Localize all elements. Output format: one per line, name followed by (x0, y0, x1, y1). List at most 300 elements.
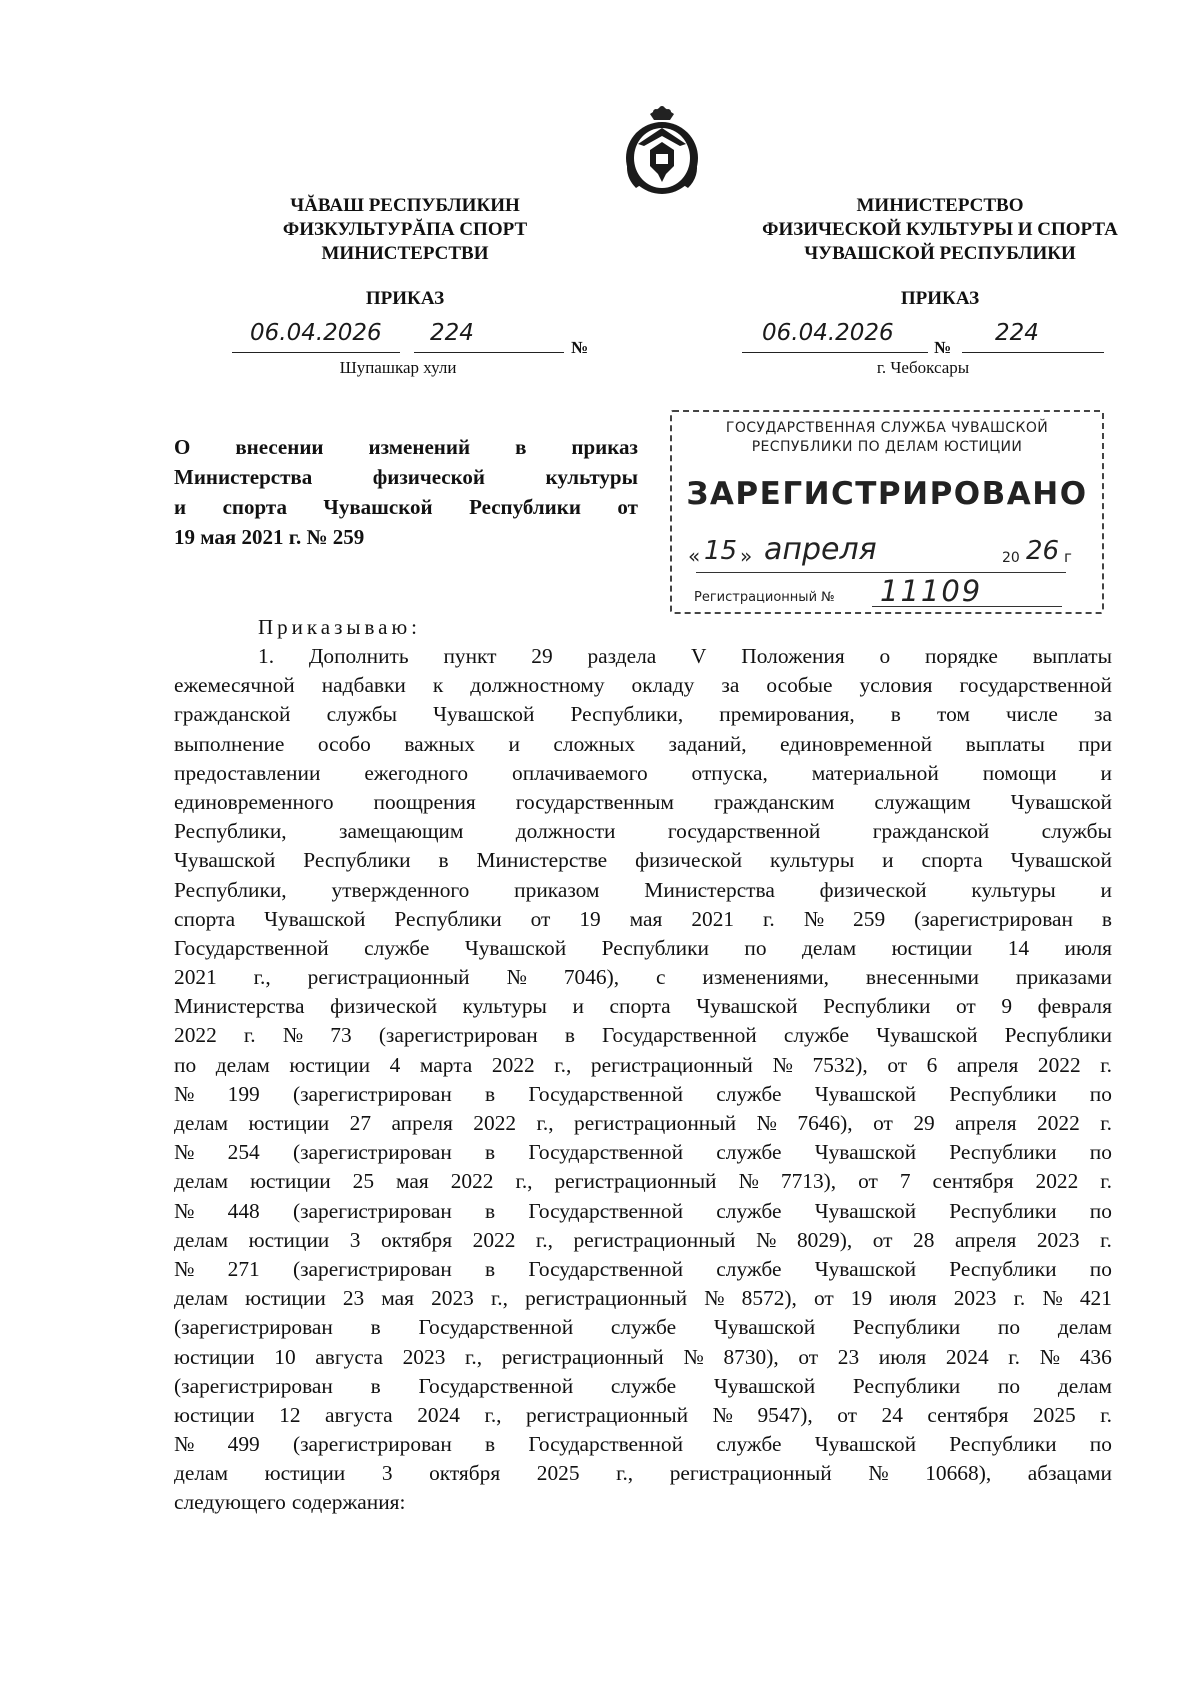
body-word: от (887, 1052, 908, 1077)
body-word: 19 (850, 1286, 873, 1311)
body-word: 436 (1079, 1344, 1112, 1369)
body-word: Республики (949, 1256, 1057, 1281)
body-word: порядке (924, 644, 998, 668)
body-word: Чувашской (433, 702, 535, 727)
body-word: Республики (852, 1315, 961, 1340)
body-word: числе (1006, 702, 1058, 727)
body-word: юстиции (248, 1227, 330, 1252)
body-word: Чувашской (814, 1198, 917, 1223)
body-word: гражданской (872, 819, 990, 844)
body-word: г. (1100, 1227, 1112, 1252)
body-word: 7713), (780, 1169, 837, 1194)
date-underline-right (742, 352, 928, 353)
body-line (174, 700, 1112, 729)
body-line (174, 759, 1112, 788)
body-word: 421 (1079, 1286, 1112, 1311)
body-word: приказами (1015, 965, 1112, 990)
stamp-status: ЗАРЕГИСТРИРОВАНО (686, 476, 1088, 512)
body-word: делам (1057, 1315, 1112, 1340)
chuvash-emblem-icon (620, 104, 704, 196)
body-word: службе (783, 1023, 850, 1048)
title-word: в (515, 435, 527, 459)
body-word: 448 (227, 1198, 260, 1223)
body-word: апреля (954, 1227, 1017, 1252)
body-word: помощи (982, 760, 1057, 785)
body-word: июля (1064, 935, 1112, 960)
number-underline-right (962, 352, 1104, 353)
body-word: по (997, 1315, 1021, 1340)
body-word: пункт (443, 644, 497, 668)
body-word: г. (1100, 1169, 1112, 1194)
body-word: V (691, 644, 707, 668)
stamp-year-suffix: 26 (1026, 536, 1060, 566)
body-word: 73 (330, 1023, 352, 1048)
body-word: г., (490, 1286, 508, 1311)
registration-stamp (670, 410, 1104, 614)
body-word: Республики, (174, 877, 287, 902)
body-word: содержания: (291, 1490, 406, 1515)
body-word: (зарегистрирован (174, 1315, 333, 1340)
body-word: № (712, 1402, 733, 1427)
body-word: 23 (342, 1286, 365, 1311)
body-word: № (683, 1344, 704, 1369)
body-word: 259 (853, 906, 886, 931)
body-word: выполнение (174, 731, 285, 756)
body-word: 8029), (796, 1227, 853, 1252)
body-word: в (485, 1081, 496, 1106)
body-word: от (813, 1286, 834, 1311)
body-line (174, 1167, 1112, 1196)
body-word: 2021 (174, 965, 217, 990)
body-line (174, 642, 1112, 671)
header-left-line-1: ЧĂВАШ РЕСПУБЛИКИН (290, 195, 520, 216)
body-word: в (485, 1432, 496, 1457)
title-word: внесении (235, 435, 324, 459)
body-word: от (955, 994, 976, 1019)
body-word: культуры (462, 994, 547, 1019)
body-word: 2023 (431, 1286, 474, 1311)
body-word: юстиции (250, 1169, 331, 1194)
body-word: регистрационный (526, 1402, 689, 1427)
body-line (174, 817, 1112, 846)
header-right-line-1: МИНИСТЕРСТВО (856, 195, 1024, 216)
body-word: 2022 (491, 1052, 535, 1077)
body-word: Республики (852, 1373, 961, 1398)
title-word: 19 мая 2021 г. № 259 (174, 525, 365, 549)
body-word: выплаты (965, 731, 1045, 756)
body-word: делам (174, 1169, 229, 1194)
body-word: Государственной (174, 935, 329, 960)
body-word: физической (819, 877, 927, 902)
body-line (174, 1138, 1112, 1167)
body-word: по (1089, 1256, 1112, 1281)
body-word: г. (1100, 1111, 1112, 1135)
body-word: 2023 (1036, 1227, 1080, 1252)
body-word: в (1101, 906, 1112, 931)
body-word: г., (536, 1111, 554, 1135)
title-word: культуры (545, 465, 638, 489)
body-word: надбавки (321, 673, 406, 698)
stamp-month: апреля (764, 532, 877, 567)
body-word: Чувашской (814, 1432, 917, 1457)
city-right: г. Чебоксары (876, 358, 970, 377)
body-word: 9547), (757, 1402, 813, 1427)
body-word: (зарегистрирован (292, 1198, 452, 1223)
body-word: Государственной (528, 1140, 684, 1165)
body-word: юстиции (174, 1344, 255, 1369)
body-word: г. (1100, 1052, 1112, 1077)
body-word: приказом (514, 877, 600, 902)
body-word: 8730), (723, 1344, 779, 1369)
order-body (174, 642, 1112, 1518)
body-word: службе (716, 1081, 782, 1106)
body-word: Республики (823, 994, 931, 1019)
body-word: (зарегистрирован (292, 1081, 452, 1106)
body-word: от (872, 1227, 893, 1252)
body-word: делам (174, 1111, 229, 1135)
body-word: по (1089, 1198, 1112, 1223)
body-word: службе (610, 1373, 677, 1398)
body-word: замещающим (339, 819, 464, 844)
body-word: поощрения (373, 789, 476, 814)
body-word: № (868, 1461, 889, 1486)
body-line (174, 730, 1112, 759)
body-line (174, 1284, 1112, 1313)
body-word: юстиции (245, 1286, 326, 1311)
body-word: следующего (174, 1490, 286, 1515)
body-word: гражданским (713, 789, 835, 814)
body-word: спорта (921, 848, 983, 873)
title-line (174, 432, 638, 462)
body-word: должностному (470, 673, 605, 698)
body-line (174, 992, 1112, 1021)
body-word: № (756, 1111, 777, 1135)
stamp-year-prefix: 20 (1002, 550, 1020, 566)
body-word: спорта (174, 906, 236, 931)
body-word: в (370, 1315, 381, 1340)
body-word: предоставлении (174, 760, 321, 785)
body-word: службы (1041, 819, 1112, 844)
body-word: по (1089, 1140, 1112, 1165)
body-word: 7532), (812, 1052, 868, 1077)
body-line (174, 1401, 1112, 1430)
body-word: г. (763, 906, 775, 931)
body-line (174, 1109, 1112, 1138)
body-word: физической (635, 848, 743, 873)
body-word: 2023 (402, 1344, 446, 1369)
body-word: № (1039, 1344, 1061, 1369)
body-word: по (1089, 1432, 1112, 1457)
body-word: (зарегистрирован (292, 1140, 452, 1165)
body-word: № (174, 1081, 195, 1106)
body-word: Чувашской (814, 1140, 917, 1165)
body-word: юстиции (264, 1461, 346, 1486)
body-word: службе (716, 1198, 782, 1223)
body-word: утвержденного (331, 877, 470, 902)
title-line (174, 522, 638, 552)
body-word: Чувашской (174, 848, 276, 873)
body-word: 2022 (1035, 1169, 1079, 1194)
body-word: февраля (1037, 994, 1112, 1019)
body-word: в (485, 1256, 496, 1281)
body-word: условия (859, 673, 933, 698)
body-word: Государственной (418, 1373, 574, 1398)
body-word: от (873, 1111, 893, 1135)
body-word: регистрационный (590, 1052, 753, 1077)
body-word: службе (716, 1140, 782, 1165)
body-word: регистрационный (574, 1111, 737, 1135)
body-word: спорта (609, 994, 671, 1019)
body-word: внесенными (865, 965, 979, 990)
body-word: окладу (631, 673, 695, 698)
body-word: изменениями, (702, 965, 830, 990)
body-word: за (721, 673, 740, 698)
body-word: должности (515, 819, 616, 844)
body-word: № (738, 1169, 759, 1194)
header-right-line-3: ЧУВАШСКОЙ РЕСПУБЛИКИ (804, 243, 1076, 264)
body-word: г. (1008, 1344, 1020, 1369)
body-word: г., (554, 1052, 572, 1077)
body-word: регистрационный (573, 1227, 736, 1252)
body-word: (зарегистрирован (378, 1023, 538, 1048)
title-line (174, 492, 638, 522)
body-word: 23 (837, 1344, 860, 1369)
order-number-right: 224 (995, 320, 1039, 346)
body-word: к (432, 673, 444, 698)
body-word: от (798, 1344, 819, 1369)
body-line (174, 1430, 1112, 1459)
body-word: 7046), (563, 965, 620, 990)
body-word: сентября (932, 1169, 1014, 1194)
body-word: 2022 (473, 1111, 517, 1135)
stamp-reg-number: 11109 (880, 574, 983, 608)
body-word: № (174, 1432, 195, 1457)
header-russian-name (720, 194, 1160, 266)
body-word: (зарегистрирован (292, 1432, 452, 1457)
body-word: Дополнить (308, 644, 409, 668)
body-word: особые (766, 673, 833, 698)
body-word: физической (330, 994, 438, 1019)
body-word: Республики (949, 1140, 1057, 1165)
body-word: ежемесячной (174, 673, 295, 698)
body-word: о (879, 644, 891, 668)
body-word: регистрационный (554, 1169, 717, 1194)
body-word: № (174, 1140, 195, 1165)
body-word: сложных (553, 731, 636, 756)
body-word: в (564, 1023, 575, 1048)
body-word: апреля (391, 1111, 453, 1135)
body-word: июля (878, 1344, 927, 1369)
body-word: 2022 (1037, 1111, 1080, 1135)
body-word: октября (380, 1227, 453, 1252)
body-word: единовременной (780, 731, 933, 756)
body-word: Чувашской (464, 935, 567, 960)
body-word: 2024 (945, 1344, 989, 1369)
body-word: № (282, 1023, 304, 1048)
body-word: 3 (381, 1461, 393, 1486)
body-word: Чувашской (814, 1081, 917, 1106)
body-word: 27 (349, 1111, 372, 1135)
body-word: службы (326, 702, 397, 727)
body-line (174, 671, 1112, 700)
body-word: 1. (258, 644, 275, 668)
prikaz-heading-left: ПРИКАЗ (365, 288, 445, 309)
body-word: апреля (956, 1052, 1019, 1077)
body-word: государственной (667, 819, 821, 844)
title-word: от (617, 495, 638, 519)
ordering-word: Приказываю: (258, 615, 421, 639)
body-word: Чувашской (876, 1023, 978, 1048)
body-word: № (772, 1052, 793, 1077)
stamp-reg-underline (872, 606, 1062, 607)
body-word: Республики, (174, 819, 287, 844)
body-word: 2021 (691, 906, 735, 931)
body-word: Чувашской (1010, 848, 1112, 873)
body-line (174, 846, 1112, 875)
body-word: от (837, 1402, 857, 1427)
body-word: № (803, 906, 825, 931)
body-line (174, 1313, 1112, 1342)
body-word: делам (802, 935, 857, 960)
body-word: 4 (389, 1052, 401, 1077)
body-word: марта (419, 1052, 473, 1077)
body-word: 6 (926, 1052, 938, 1077)
body-word: 10 (274, 1344, 296, 1369)
body-word: при (1078, 731, 1112, 756)
city-left: Шупашкар хули (339, 358, 457, 377)
body-word: 29 (913, 1111, 935, 1135)
body-word: за (1094, 702, 1112, 727)
body-word: ежегодного (364, 760, 469, 785)
title-word: Республики (469, 495, 581, 519)
body-word: г. (1013, 1286, 1026, 1311)
body-word: делам (215, 1052, 270, 1077)
body-word: Чувашской (814, 1256, 917, 1281)
body-word: 7 (899, 1169, 911, 1194)
date-underline-left (232, 352, 400, 353)
title-line (174, 462, 638, 492)
body-word: по (1089, 1081, 1112, 1106)
body-word: Положения (741, 644, 845, 668)
body-word: 2025 (1032, 1402, 1076, 1427)
body-word: мая (629, 906, 663, 931)
body-word: № (174, 1256, 195, 1281)
stamp-quote-close: » (740, 544, 753, 568)
body-word: 2023 (953, 1286, 997, 1311)
body-word: № (756, 1227, 777, 1252)
document-title (174, 432, 638, 552)
stamp-authority-line-2: РЕСПУБЛИКИ ПО ДЕЛАМ ЮСТИЦИИ (751, 439, 1023, 455)
body-word: (зарегистрирован (174, 1373, 333, 1398)
body-word: Государственной (602, 1023, 757, 1048)
body-word: Республики (303, 848, 411, 873)
body-line (174, 1488, 1112, 1517)
body-word: от (858, 1169, 878, 1194)
body-line (174, 1459, 1112, 1488)
body-word: № (506, 965, 527, 990)
body-word: июля (889, 1286, 937, 1311)
body-word: г., (253, 965, 271, 990)
body-word: мая (396, 1169, 429, 1194)
title-word: Министерства (174, 465, 313, 489)
body-word: культуры (769, 848, 855, 873)
number-underline-left (414, 352, 564, 353)
body-word: отпуска, (691, 760, 768, 785)
body-word: в (370, 1373, 381, 1398)
body-word: 10668), (925, 1461, 992, 1486)
body-word: от (530, 906, 551, 931)
body-word: (зарегистрирован (292, 1256, 452, 1281)
order-date-right: 06.04.2026 (762, 320, 894, 346)
stamp-date-underline (696, 572, 1066, 573)
body-word: делам (174, 1227, 229, 1252)
body-word: № (174, 1198, 195, 1223)
number-sign-left: № (571, 338, 589, 357)
body-line (174, 1021, 1112, 1050)
body-line (174, 963, 1112, 992)
stamp-year-unit: г (1064, 548, 1072, 566)
body-word: в (485, 1198, 496, 1223)
body-word: Государственной (528, 1256, 684, 1281)
title-word: физической (372, 465, 486, 489)
body-word: Республики (949, 1081, 1057, 1106)
body-line (174, 788, 1112, 817)
body-word: 12 (279, 1402, 301, 1427)
body-word: Чувашской (264, 906, 366, 931)
body-word: г., (616, 1461, 634, 1486)
body-word: оплачиваемого (512, 760, 648, 785)
body-line (174, 876, 1112, 905)
body-word: 19 (579, 906, 601, 931)
body-word: г., (484, 1402, 502, 1427)
body-word: в (438, 848, 449, 873)
body-word: апреля (955, 1111, 1017, 1135)
body-word: единовременного (174, 789, 334, 814)
body-word: и (882, 848, 894, 873)
body-word: раздела (587, 644, 657, 668)
body-word: мая (381, 1286, 415, 1311)
body-line (174, 1080, 1112, 1109)
body-word: том (937, 702, 970, 727)
stamp-authority-line-1: ГОСУДАРСТВЕННАЯ СЛУЖБА ЧУВАШСКОЙ (725, 420, 1049, 436)
body-word: Государственной (528, 1432, 684, 1457)
body-word: службе (716, 1432, 782, 1457)
stamp-day: 15 (704, 536, 738, 566)
body-line (174, 905, 1112, 934)
body-word: 199 (227, 1081, 260, 1106)
body-word: 29 (531, 644, 553, 668)
body-word: 2022 (1037, 1052, 1081, 1077)
header-left-line-2: ФИЗКУЛЬТУРĂПА СПОРТ (282, 219, 528, 240)
body-word: сентября (927, 1402, 1009, 1427)
body-word: в (890, 702, 901, 727)
body-word: Республики (949, 1198, 1057, 1223)
body-word: 2024 (417, 1402, 460, 1427)
body-word: августа (325, 1402, 393, 1427)
body-word: культуры (971, 877, 1056, 902)
body-word: Республики (394, 906, 502, 931)
body-word: юстиции (174, 1402, 255, 1427)
body-word: государственным (515, 789, 674, 814)
body-line (174, 1226, 1112, 1255)
stamp-quote-open: « (688, 544, 701, 568)
body-word: юстиции (289, 1052, 371, 1077)
body-word: 8572), (741, 1286, 797, 1311)
order-number-left: 224 (430, 320, 474, 346)
header-left-line-3: МИНИСТЕРСТВИ (321, 243, 489, 264)
body-word: № (704, 1286, 725, 1311)
body-line (174, 1343, 1112, 1372)
